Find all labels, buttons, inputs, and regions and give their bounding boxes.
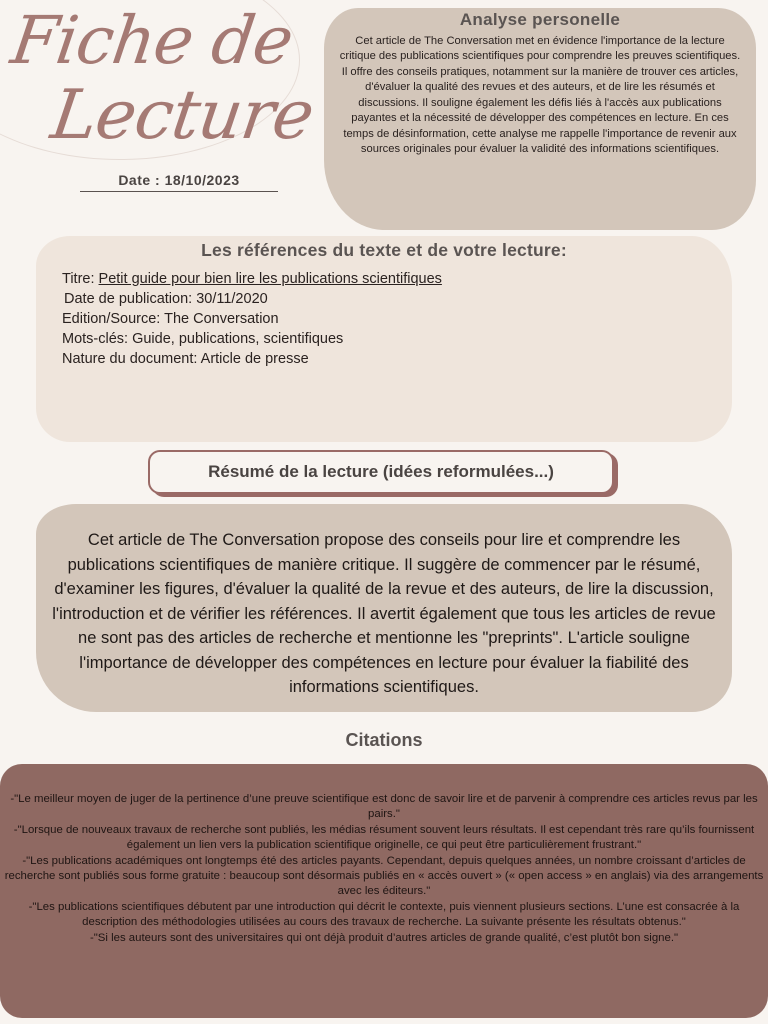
reference-source: Edition/Source: The Conversation xyxy=(62,311,279,327)
references-panel xyxy=(36,236,732,442)
analyse-text: Cet article de The Conversation met en évidence l'importance de la lecture critique des publications scientifiques pour comprendre les preuves scientifiques. Il offre des conseils pratiques, notamment sur la manière de trouver ces articles, d'évaluer la qualité des revues et des auteurs, et de lire les résumés et discussions. Il souligne également les défis liés à l'accès aux publications payantes et la nécessité de développer des compétences en lecture. En ces temps de désinformation, cette analyse me rappelle l'importance de revenir aux sources originales pour évaluer la validité des informations scientifiques. xyxy=(339,35,741,156)
citations-heading: Citations xyxy=(345,730,423,750)
analyse-heading: Analyse personelle xyxy=(459,10,621,29)
analyse-panel xyxy=(324,8,756,230)
reference-title-label: Titre: xyxy=(62,271,99,287)
references-heading: Les références du texte et de votre lecture: xyxy=(201,240,567,260)
date-label: Date : 18/10/2023 xyxy=(80,172,278,192)
resume-heading: Résumé de la lecture (idées reformulées...) xyxy=(148,450,614,494)
reference-date: Date de publication: 30/11/2020 xyxy=(64,291,268,307)
reference-title-row xyxy=(62,269,732,289)
reference-keywords: Mots-clés: Guide, publications, scientifiques xyxy=(62,331,344,347)
title-line-1: Fiche de xyxy=(6,2,298,79)
reference-nature: Nature du document: Article de presse xyxy=(62,351,309,367)
citation-item: -"Les publications académiques ont longtemps été des articles payants. Cependant, depuis quelques années, un nombre croissant d’articles de recherche sont publiés sous forme gratuite : beaucoup sont désormais publiés en « accès ouvert » (« open access » en anglais) via des arrangements avec les éditeurs." xyxy=(4,854,764,898)
reference-title-link[interactable]: Petit guide pour bien lire les publications scientifiques xyxy=(98,271,442,287)
citation-item: -"Lorsque de nouveaux travaux de recherche sont publiés, les médias résument souvent leurs résultats. Il est cependant très rare qu’ils fournissent également un lien vers la publication scientifique originelle, ce qui peut être particulièrement frustrant." xyxy=(13,823,755,852)
citations-panel xyxy=(0,764,768,1018)
citation-item: -"Les publications scientifiques débutent par une introduction qui décrit le contexte, puis viennent plusieurs sections. L’une est consacrée à la description des méthodologies utilisées au cours des travaux de recherche. La suivante présente les résultats obtenus." xyxy=(28,900,740,929)
resume-text: Cet article de The Conversation propose des conseils pour lire et comprendre les publications scientifiques de manière critique. Il suggère de commencer par le résumé, d'examiner les figures, d'évaluer la qualité de la revue et des auteurs, de lire la discussion, l'introduction et de vérifier les références. Il avertit également que tous les articles de revue ne sont pas des articles de recherche et mentionne les "preprints". L'article souligne l'importance de développer des compétences en lecture pour évaluer la fiabilité des informations scientifiques. xyxy=(52,531,716,696)
citation-item: -"Si les auteurs sont des universitaires qui ont déjà produit d’autres articles de grande qualité, c’est plutôt bon signe." xyxy=(89,931,679,944)
page-title xyxy=(0,0,318,200)
title-line-2: Lecture xyxy=(46,76,318,155)
citation-item: -"Le meilleur moyen de juger de la pertinence d’une preuve scientifique est donc de savoir lire et de parvenir à comprendre ces articles revus par les pairs." xyxy=(10,793,758,821)
resume-panel xyxy=(36,504,732,712)
